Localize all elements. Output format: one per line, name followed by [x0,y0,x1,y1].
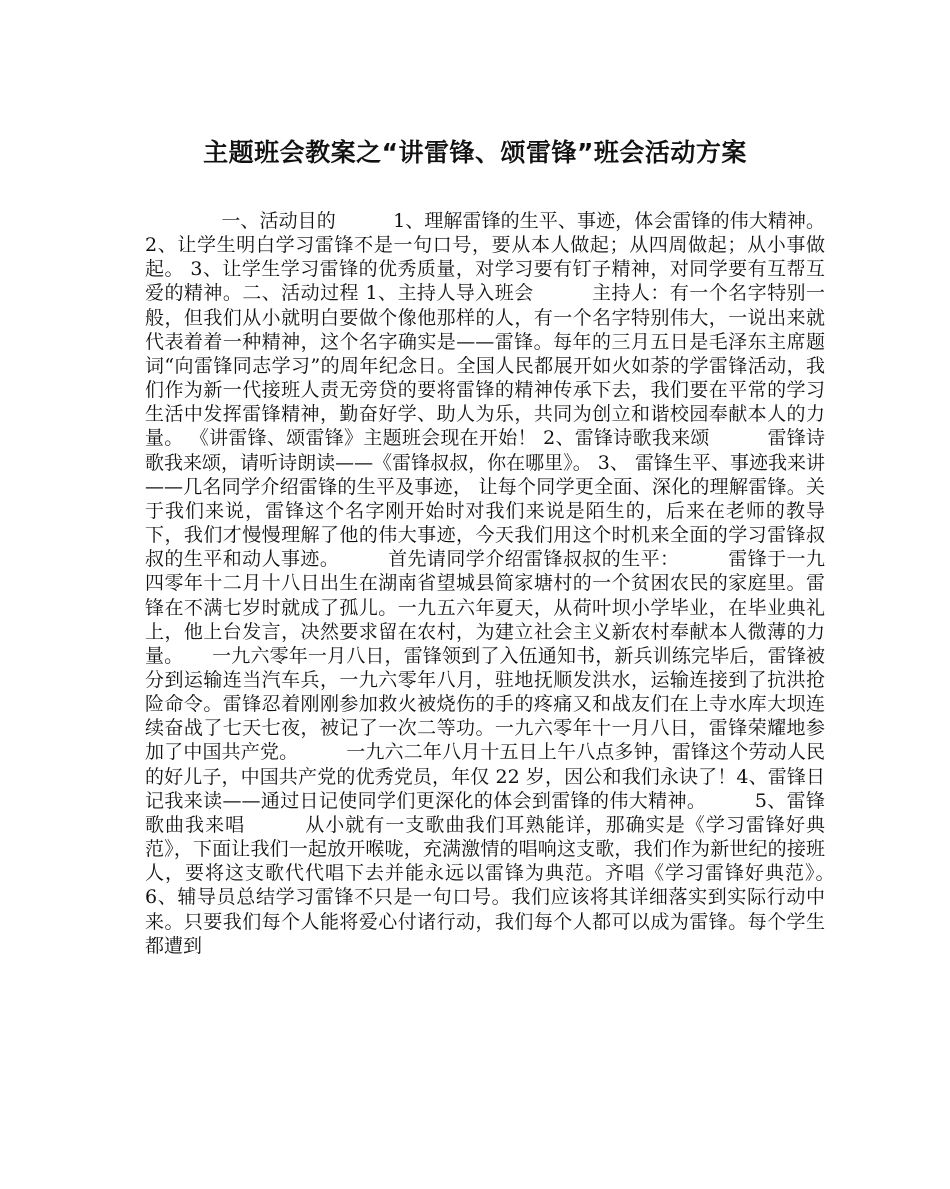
document-title: 主题班会教案之“讲雷锋、颂雷锋”班会活动方案 [203,138,747,167]
document-body-text: 一、活动目的 1、理解雷锋的生平、事迹，体会雷锋的伟大精神。 2、让学生明白学习雷锋不是一句口号，要从本人做起；从四周做起；从小事做起。 3、让学生学习雷锋的优秀质量，对学习要有钉子精神，对同学要有互帮互爱的精神。二、活动过程 1、主持人导入班会 主持人：有一个名字特别一般，但我们从小就明白要做个像他那样的人，有一个名字特别伟大，一说出来就代表着着一种精神，这个名字确实是——雷锋。每年的三月五日是毛泽东主席题词“向雷锋同志学习”的周年纪念日。全国人民都展开如火如荼的学雷锋活动，我们作为新一代接班人责无旁贷的要将雷锋的精神传承下去，我们要在平常的学习生活中发挥雷锋精神，勤奋好学、助人为乐，共同为创立和谐校园奉献本人的力量。 《讲雷锋、颂雷锋》主题班会现在开始！ 2、雷锋诗歌我来颂 雷锋诗歌我来颂，请听诗朗读——《雷锋叔叔，你在哪里》。 3、 雷锋生平、事迹我来讲——几名同学介绍雷锋的生平及事迹， 让每个同学更全面、深化的理解雷锋。关于我们来说，雷锋这个名字刚开始时对我们来说是陌生的，后来在老师的教导下，我们才慢慢理解了他的伟大事迹，今天我们用这个时机来全面的学习雷锋叔叔的生平和动人事迹。 首先请同学介绍雷锋叔叔的生平： 雷锋于一九四零年十二月十八日出生在湖南省望城县简家塘村的一个贫困农民的家庭里。雷锋在不满七岁时就成了孤儿。一九五六年夏天，从荷叶坝小学毕业，在毕业典礼上，他上台发言，决然要求留在农村，为建立社会主义新农村奉献本人微薄的力量。 一九六零年一月八日，雷锋领到了入伍通知书，新兵训练完毕后，雷锋被分到运输连当汽车兵，一九六零年八月，驻地抚顺发洪水，运输连接到了抗洪抢险命令。雷锋忍着刚刚参加救火被烧伤的手的疼痛又和战友们在上寺水库大坝连续奋战了七天七夜，被记了一次二等功。一九六零年十一月八日，雷锋荣耀地参加了中国共产党。 一九六二年八月十五日上午八点多钟，雷锋这个劳动人民的好儿子，中国共产党的优秀党员，年仅 22 岁，因公和我们永诀了！4、雷锋日记我来读——通过日记使同学们更深化的体会到雷锋的伟大精神。 5、雷锋歌曲我来唱 从小就有一支歌曲我们耳熟能详，那确实是《学习雷锋好典范》，下面让我们一起放开喉咙，充满激情的唱响这支歌，我们作为新世纪的接班人，要将这支歌代代唱下去并能永远以雷锋为典范。齐唱《学习雷锋好典范》。 6、辅导员总结学习雷锋不只是一句口号。我们应该将其详细落实到实际行动中来。只要我们每个人能将爱心付诸行动，我们每个人都可以成为雷锋。每个学生都遭到 [145,210,883,957]
